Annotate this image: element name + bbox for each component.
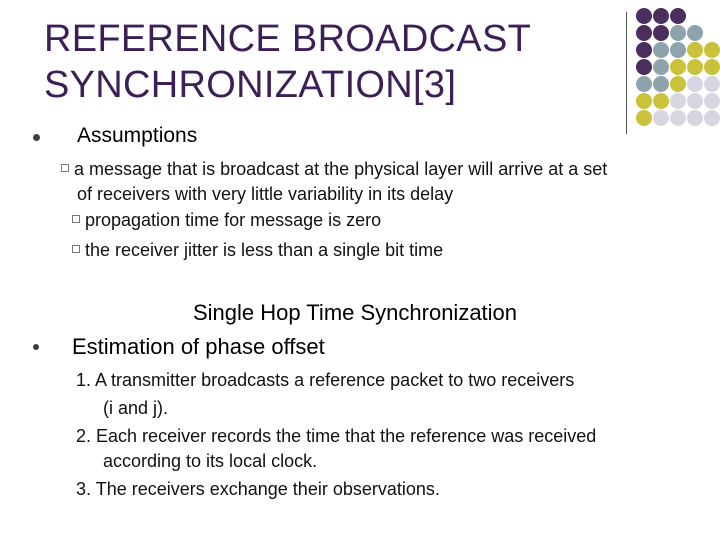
assumption-text: propagation time for message is zero [85, 210, 382, 230]
step-number: 3. [76, 479, 92, 499]
decorative-dot [636, 110, 652, 126]
decorative-dot [670, 93, 686, 109]
step-text-continued: (i and j). [103, 398, 169, 418]
decorative-dot [636, 76, 652, 92]
decorative-dot [636, 8, 652, 24]
decorative-dot [670, 110, 686, 126]
decorative-dot [704, 59, 720, 75]
assumptions-heading: Assumptions [77, 124, 198, 147]
decorative-dot [670, 25, 686, 41]
decorative-dot [670, 8, 686, 24]
assumption-item [61, 159, 607, 180]
square-bullet-icon [72, 215, 80, 223]
decorative-dot [653, 25, 669, 41]
decorative-dot [653, 93, 669, 109]
bullet-dot-icon [33, 344, 39, 350]
decorative-dot [653, 59, 669, 75]
step-text: The receivers exchange their observations. [95, 479, 440, 499]
decorative-dot [653, 76, 669, 92]
decorative-dot [687, 25, 703, 41]
step-item [76, 426, 596, 447]
section-title: Single Hop Time Synchronization [192, 300, 518, 325]
decorative-dot [687, 93, 703, 109]
decorative-dot [670, 59, 686, 75]
square-bullet-icon [61, 164, 69, 172]
decorative-dot [636, 59, 652, 75]
assumption-text: a message that is broadcast at the physical layer will arrive at a set [74, 159, 608, 179]
decorative-dot [670, 42, 686, 58]
decorative-dot [670, 76, 686, 92]
assumption-text-continued: of receivers with very little variability in its delay [77, 184, 454, 204]
slide-title-line-1: REFERENCE BROADCAST [44, 18, 532, 60]
decorative-dot [653, 110, 669, 126]
title-divider-line [626, 12, 627, 134]
step-item [76, 479, 440, 500]
step-text-continued: according to its local clock. [103, 451, 318, 471]
bullet-dot-icon [33, 134, 40, 141]
decorative-dot [704, 76, 720, 92]
assumption-item [72, 240, 443, 261]
decorative-dot [704, 93, 720, 109]
assumption-item [72, 210, 381, 231]
estimation-heading: Estimation of phase offset [72, 334, 325, 359]
decorative-dot [636, 42, 652, 58]
decorative-dot [687, 42, 703, 58]
step-text: A transmitter broadcasts a reference packet to two receivers [95, 370, 575, 390]
step-text: Each receiver records the time that the reference was received [96, 426, 597, 446]
assumption-text: the receiver jitter is less than a single bit time [85, 240, 444, 260]
decorative-dot [687, 110, 703, 126]
decorative-dot [653, 42, 669, 58]
slide-title-line-2: SYNCHRONIZATION[3] [44, 64, 457, 106]
step-number: 2. [76, 426, 92, 446]
decorative-dot [687, 59, 703, 75]
decorative-dot [653, 8, 669, 24]
step-item [76, 370, 574, 391]
step-number: 1. [76, 370, 92, 390]
decorative-dot [704, 42, 720, 58]
decorative-dot [704, 110, 720, 126]
square-bullet-icon [72, 245, 80, 253]
slide-title [44, 16, 531, 108]
decorative-dot [636, 25, 652, 41]
decorative-dot [636, 93, 652, 109]
decorative-dot [687, 76, 703, 92]
